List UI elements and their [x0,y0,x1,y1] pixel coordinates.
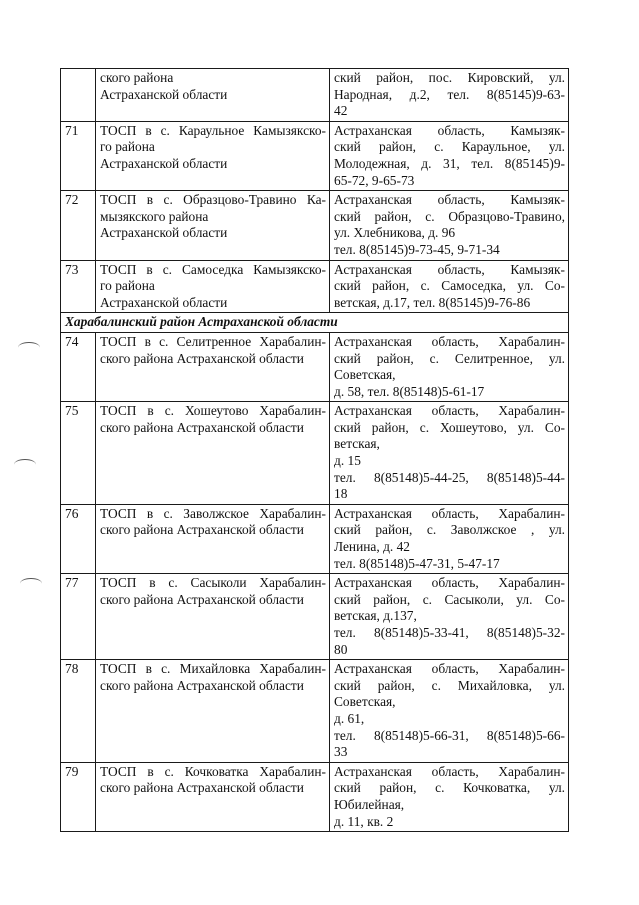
office-address-line: ский район, с. Караульное, ул. [334,139,565,155]
registry-table-body-part1 [61,69,569,313]
office-address-line: ский район, с. Хошеутово, ул. Со- [334,419,565,435]
office-address-line: Астраханская область, Харабалин- [334,575,565,591]
office-name-line: ского района Астраханской области [100,677,304,693]
office-name-line: ТОСП в с. Образцово-Травино Ка- [100,192,326,208]
office-address-line: тел. 8(85148)5-66-31, 8(85148)5-66- [334,727,565,743]
office-name [96,260,330,313]
office-name-line: ского района Астраханской области [100,419,304,435]
office-name-line: Астраханской области [100,86,228,102]
row-number: 73 [61,260,96,313]
office-name-line: ского района Астраханской области [100,522,304,538]
office-address-line: Молодежная, д. 31, тел. 8(85145)9- [334,155,565,171]
scan-mark-top [18,342,40,353]
office-name-line: ТОСП в с. Самоседка Камызякско- [100,261,326,277]
office-name-line: Астраханской области [100,155,228,171]
table-row [61,402,569,505]
office-address-line: ский район, с. Михайловка, ул. [334,677,565,693]
section-header [61,313,569,333]
office-address-line: д. 61, [334,710,365,726]
registry-table [60,68,569,832]
row-number: 72 [61,191,96,260]
office-address-line: Астраханская область, Харабалин- [334,403,565,419]
office-address-line: ский район, с. Сасыколи, ул. Со- [334,591,565,607]
table-row [61,762,569,831]
office-address-line: ский район, с. Образцово-Травино, [334,208,565,224]
office-address-line: Ленина, д. 42 [334,539,410,555]
table-row [61,660,569,763]
office-address-line: Советская, [334,367,396,383]
office-address-line: Астраханская область, Харабалин- [334,333,565,349]
office-address-line: Астраханская область, Камызяк- [334,261,565,277]
office-name-line: ТОСП в с. Заволжское Харабалин- [100,505,326,521]
office-address-line: Народная, д.2, тел. 8(85145)9-63- [334,86,565,102]
table-row [61,504,569,573]
row-number: 77 [61,574,96,660]
table-row [61,191,569,260]
row-number: 76 [61,504,96,573]
office-name-line: ского района Астраханской области [100,350,304,366]
office-name-line: мызякского района [100,208,209,224]
office-address [330,574,569,660]
row-number: 71 [61,121,96,190]
office-address [330,69,569,122]
office-address-line: 18 [334,486,348,502]
scan-mark-middle [14,459,36,470]
office-name-line: ского района Астраханской области [100,780,304,796]
row-number: 75 [61,402,96,505]
office-name-line: ТОСП в с. Михайловка Харабалин- [100,661,326,677]
row-number: 74 [61,332,96,401]
office-address-line: Астраханская область, Камызяк- [334,122,565,138]
office-name-line: ТОСП в с. Караульное Камызякско- [100,122,326,138]
office-address-line: ский район, пос. Кировский, ул. [334,70,565,85]
section-row [61,313,569,333]
office-name-line: Астраханской области [100,294,228,310]
office-name-line: ТОСП в с. Селитренное Харабалин- [100,333,326,349]
office-address-line: ул. Хлебникова, д. 96 [334,225,456,241]
office-name-line: ТОСП в с. Сасыколи Харабалин- [100,575,326,591]
office-address-line: 33 [334,744,348,760]
office-address-line: 65-72, 9-65-73 [334,172,415,188]
office-address-line: ветская, д.17, тел. 8(85145)9-76-86 [334,294,531,310]
office-address-line: ский район, с. Кочковатка, ул. [334,780,565,796]
office-name-line: ТОСП в с. Кочковатка Харабалин- [100,763,326,779]
scan-mark-bottom [20,578,42,589]
office-address [330,121,569,190]
office-name-line: ского района [100,70,174,85]
registry-table-body-part2 [61,332,569,831]
office-name [96,191,330,260]
office-address-line: ский район, с. Заволжское , ул. [334,522,565,538]
office-name [96,402,330,505]
table-row [61,260,569,313]
office-address-line: Астраханская область, Харабалин- [334,661,565,677]
office-name-line: ТОСП в с. Хошеутово Харабалин- [100,403,326,419]
office-address-line: 80 [334,641,348,657]
office-address [330,504,569,573]
office-name [96,332,330,401]
office-address [330,260,569,313]
office-address-line: тел. 8(85148)5-33-41, 8(85148)5-32- [334,625,565,640]
office-name [96,574,330,660]
office-address-line: ветская, [334,436,380,452]
office-name-line: ского района Астраханской области [100,591,304,607]
table-row [61,332,569,401]
office-name-line: Астраханской области [100,225,228,241]
office-address-line: тел. 8(85148)5-47-31, 5-47-17 [334,555,500,571]
row-number: 78 [61,660,96,763]
section-title: Харабалинский район Астраханской области [61,313,569,333]
office-address-line: Астраханская область, Харабалин- [334,505,565,521]
office-address [330,191,569,260]
office-address-line: ский район, с. Самоседка, ул. Со- [334,278,565,294]
office-address-line: тел. 8(85145)9-73-45, 9-71-34 [334,241,500,257]
office-address-line: Юбилейная, [334,796,405,812]
office-address [330,402,569,505]
office-address [330,660,569,763]
office-address-line: тел. 8(85148)5-44-25, 8(85148)5-44- [334,469,565,485]
office-name [96,660,330,763]
table-row [61,69,569,122]
row-number [61,69,96,122]
office-address-line: д. 58, тел. 8(85148)5-61-17 [334,383,485,399]
office-address [330,332,569,401]
office-address-line: Астраханская область, Харабалин- [334,763,565,779]
office-name-line: го района [100,278,155,294]
office-address-line: д. 11, кв. 2 [334,813,394,829]
office-address-line: д. 15 [334,453,361,469]
office-address-line: Астраханская область, Камызяк- [334,192,565,208]
office-name-line: го района [100,139,155,155]
office-address-line: Советская, [334,694,396,710]
table-row [61,574,569,660]
office-address [330,762,569,831]
office-name [96,504,330,573]
office-address-line: ский район, с. Селитренное, ул. [334,350,565,366]
office-name [96,121,330,190]
row-number: 79 [61,762,96,831]
office-address-line: ветская, д.137, [334,608,417,624]
office-name [96,69,330,122]
office-name [96,762,330,831]
office-address-line: 42 [334,103,348,119]
table-row [61,121,569,190]
